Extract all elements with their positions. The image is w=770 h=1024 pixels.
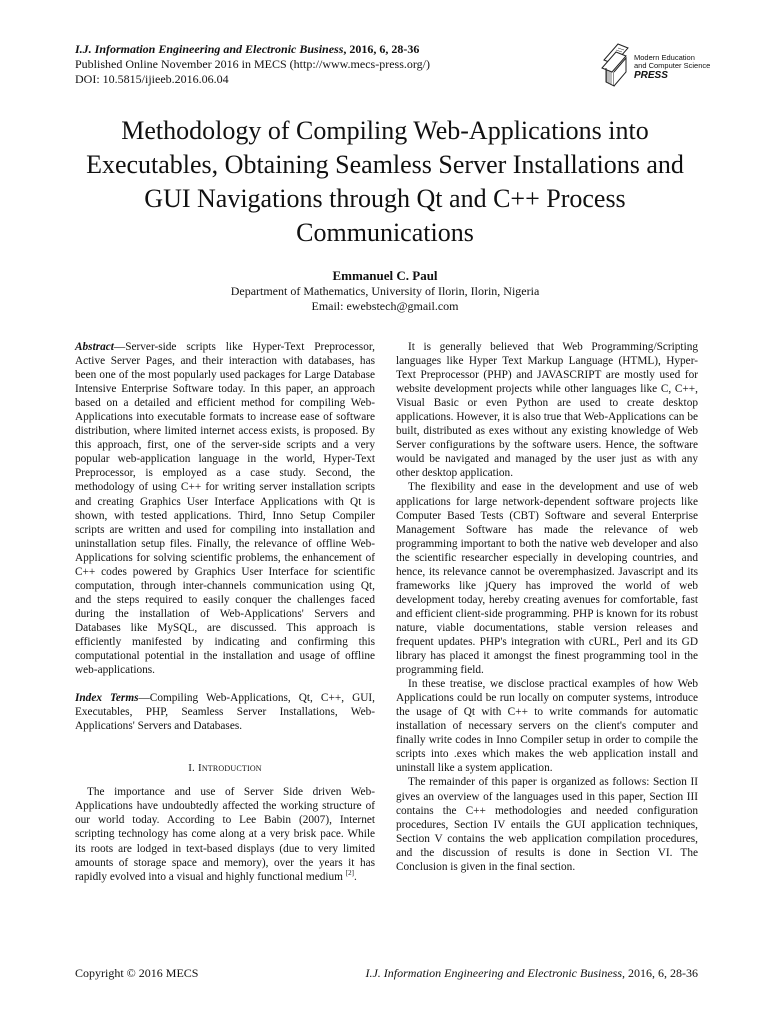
abstract-label: Abstract bbox=[75, 341, 114, 353]
abstract bbox=[75, 340, 375, 677]
running-header bbox=[75, 42, 430, 87]
index-terms-label: Index Terms bbox=[75, 692, 139, 705]
section-heading-introduction bbox=[75, 761, 375, 775]
right-paragraph-2: The flexibility and ease in the development and use of web applications for large network-dependent software projects like Computer Based Tests (CBT) Software and several Enterprise Management Software has made the relevance of web programming important to both the native web developer and also the scientific researcher especially in developing countries, and hence, its relevance cannot be overemphasized. Javascript and its frameworks like jQuery has improved the world of web development today, hereby creating avenues for comfortable, fast and efficient client-side programming. PHP is known for its robust nature, viable documentations, stable version releases and frequent updates. PHP's integration with cURL, Perl and its GD library has placed it amongst the finest programming tool in the programming field. bbox=[396, 481, 698, 677]
footer-issue: 2016, 6, 28-36 bbox=[625, 966, 698, 980]
logo-line-3: PRESS bbox=[634, 70, 668, 81]
author-affiliation: Department of Mathematics, University of Ilorin, Ilorin, Nigeria bbox=[230, 284, 540, 298]
footer-journal-name: I.J. Information Engineering and Electronic Business, bbox=[365, 966, 625, 980]
intro-text-end: . bbox=[353, 870, 357, 883]
intro-text: The importance and use of Server Side driven Web-Applications have undoubtedly affected the working structure of our world today. According to Lee Babin (2007), Internet scripting technology has come along at a very brisk pace. While its roots are lodged in text-based displays (due to very limited amounts of storage space and memory), over the years it has rapidly evolved into a visual and highly functional medium bbox=[75, 786, 375, 883]
right-paragraph-4: The remainder of this paper is organized as follows: Section II gives an overview of the languages used in this paper, Section III contains the C++ methodologies and needed configuration procedures, Section IV entails the GUI application techniques, Section V contains the web application compilation procedures, and the discussion of results is done in Section VI. The Conclusion is given in the final section. bbox=[396, 776, 698, 873]
section-title: Introduction bbox=[197, 762, 262, 775]
paper-title: Methodology of Compiling Web-Applications into Executables, Obtaining Seamless Server Installations and GUI Navigations through Qt and C++ Process Communications bbox=[86, 116, 684, 247]
abstract-text: —Server-side scripts like Hyper-Text Preprocessor, Active Server Pages, and their interaction with databases, has been one of the most popularly used packages for Large Database Intensive Enterprise Software today. In this paper, an approach based on a detailed and efficient method for compiling Web-Applications into executable formats to increase ease of software distribution, where limited internet access exists, is proposed. By this approach, first, one of the server-side scripts and a very popular web-application language in the world, Hyper-Text Preprocessor, is employed as a case study. Second, the methodology of using C++ for writing server installation scripts and creating Graphics User Interface Applications with Qt is shown, with tested applications. Third, Inno Setup Compiler scripts are written and used for compiling into installation and uninstallation setup files. Finally, the relevance of offline Web-Applications for solving scientific problems, the enhancement of C++ codes powered by Graphics User Interface for scientific computation, through inter-channels communication using Qt, and the steps required to easily conquer the challenges faced during the installation of Web-Applications' Servers and Databases like MySQL, are discussed. This approach is efficiently manifested by indicating and confirming this computational potential in the installation and usage of offline web-applications. bbox=[75, 341, 375, 677]
published-line: Published Online November 2016 in MECS (http://www.mecs-press.org/) bbox=[75, 57, 430, 71]
journal-line bbox=[75, 42, 430, 57]
author-name: Emmanuel C. Paul bbox=[332, 268, 438, 283]
index-terms-text: —Compiling Web-Applications, Qt, C++, GUI, Executables, PHP, Seamless Server Installations, Web-Applications' Servers and Databases. bbox=[75, 692, 375, 733]
citation-ref[interactable]: [2] bbox=[345, 868, 354, 877]
section-numeral: I. bbox=[188, 762, 198, 775]
author-affiliation-block bbox=[0, 284, 770, 314]
right-paragraph-1: It is generally believed that Web Programming/Scripting languages like Hyper Text Markup Language (HTML), Hyper-Text Preprocessor (PHP) and JAVASCRIPT are mostly used for website development projects while other languages like C, C++, Visual Basic or even Python are used to create desktop applications. However, it is also true that Web-Applications can be built, distributed as exes without any existing knowledge of Web Server configurations by the software users. Hence, the software would be navigated and managed by the user just as with any other desktop application. bbox=[396, 341, 698, 480]
logo-line-2: and Computer Science bbox=[634, 61, 711, 70]
journal-issue: , 2016, 6, 28-36 bbox=[343, 42, 420, 56]
footer-copyright: Copyright © 2016 MECS bbox=[75, 966, 199, 980]
doi-line: DOI: 10.5815/ijieeb.2016.06.04 bbox=[75, 72, 229, 86]
author-email: Email: ewebstech@gmail.com bbox=[311, 299, 459, 313]
publisher-logo bbox=[598, 38, 711, 92]
right-column bbox=[396, 340, 698, 874]
index-terms bbox=[75, 691, 375, 733]
journal-name: I.J. Information Engineering and Electronic Business bbox=[75, 42, 344, 56]
left-column bbox=[75, 340, 375, 884]
right-paragraph-3: In these treatise, we disclose practical examples of how Web Applications could be run locally on computer systems, introduce the usage of Qt with C++ to write commands for automatic installation of necessary servers on the client's computer and finally write codes in Inno Compiler setup in order to compile the scripts into .exes which makes the web application install and uninstall like a system application. bbox=[396, 678, 698, 775]
intro-paragraph bbox=[75, 785, 375, 883]
footer-journal bbox=[341, 966, 698, 981]
logo-line-1: Modern Education bbox=[634, 53, 695, 62]
